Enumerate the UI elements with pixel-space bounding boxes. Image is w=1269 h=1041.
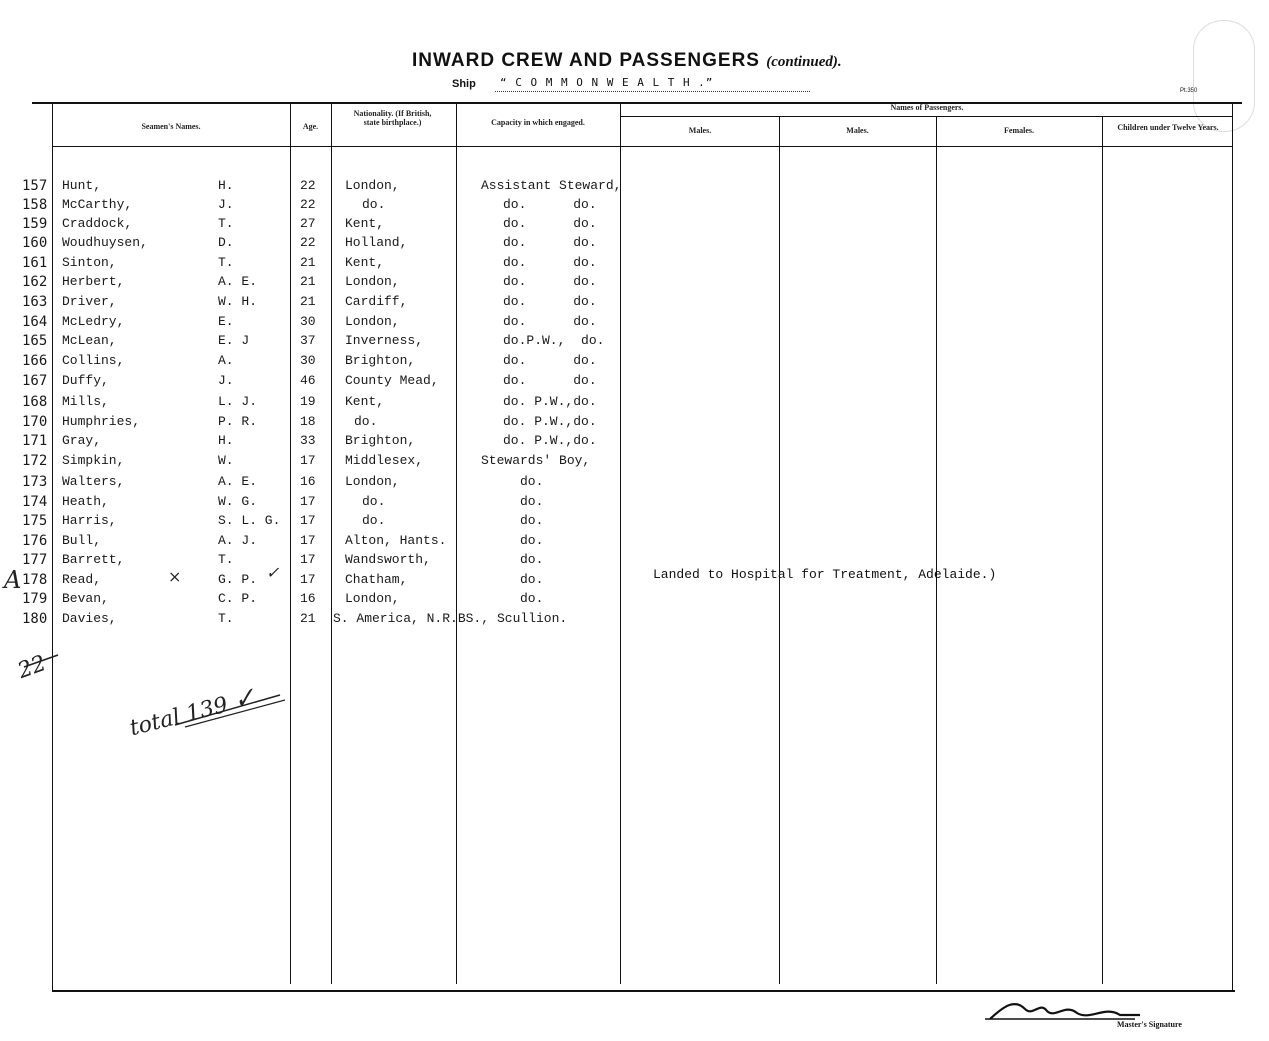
seaman-capacity: do. bbox=[520, 572, 544, 587]
seaman-age: 17 bbox=[300, 572, 316, 587]
table-row bbox=[0, 197, 1269, 217]
row-number: 166 bbox=[22, 353, 48, 369]
row-number: 179 bbox=[22, 591, 48, 607]
handwritten-stroke bbox=[22, 651, 62, 671]
seaman-capacity: Scullion. bbox=[497, 611, 568, 626]
seaman-age: 17 bbox=[300, 552, 316, 567]
seaman-capacity: do. bbox=[520, 591, 544, 606]
row-number: 168 bbox=[22, 394, 48, 410]
table-row bbox=[0, 178, 1269, 198]
handwritten-underline bbox=[170, 690, 290, 730]
seaman-initials: H. bbox=[218, 178, 234, 193]
table-row bbox=[0, 433, 1269, 453]
seaman-initials: T. bbox=[218, 552, 234, 567]
seaman-nationality: London, bbox=[345, 274, 400, 289]
seaman-initials: T. bbox=[218, 216, 234, 231]
seaman-initials: W. bbox=[218, 453, 234, 468]
seaman-age: 27 bbox=[300, 216, 316, 231]
seaman-initials: A. bbox=[218, 353, 234, 368]
table-row bbox=[0, 373, 1269, 393]
table-row bbox=[0, 294, 1269, 314]
seaman-nationality: do. bbox=[362, 494, 386, 509]
header-capacity: Capacity in which engaged. bbox=[491, 118, 585, 127]
table-row bbox=[0, 591, 1269, 611]
seaman-age: 22 bbox=[300, 178, 316, 193]
title-main: INWARD CREW AND PASSENGERS bbox=[412, 50, 760, 71]
table-row bbox=[0, 552, 1269, 572]
table-row bbox=[0, 235, 1269, 255]
handwritten-count: 22 bbox=[14, 650, 50, 685]
seaman-nationality: S. America, N.R.BS., bbox=[333, 611, 490, 626]
row-number: 161 bbox=[22, 255, 48, 271]
seaman-age: 16 bbox=[300, 474, 316, 489]
seaman-age: 22 bbox=[300, 235, 316, 250]
seaman-age: 19 bbox=[300, 394, 316, 409]
seaman-surname: Woudhuysen, bbox=[62, 235, 148, 250]
table-row bbox=[0, 494, 1269, 514]
row-number: 175 bbox=[22, 513, 48, 529]
seaman-initials: C. P. bbox=[218, 591, 258, 606]
seaman-age: 17 bbox=[300, 453, 316, 468]
seaman-surname: Bevan, bbox=[62, 591, 109, 606]
form-number: Pt.350 bbox=[1180, 88, 1198, 94]
seaman-initials: H. bbox=[218, 433, 234, 448]
handwritten-tick: ✓ bbox=[266, 563, 280, 582]
table-row bbox=[0, 533, 1269, 553]
seaman-capacity: do. do. bbox=[503, 235, 597, 250]
seaman-nationality: Kent, bbox=[345, 255, 385, 270]
seaman-initials: G. P. bbox=[218, 572, 258, 587]
table-row bbox=[0, 453, 1269, 473]
seaman-capacity: do. do. bbox=[503, 373, 597, 388]
header-passengers-group: Names of Passengers. bbox=[890, 103, 964, 112]
seaman-surname: Humphries, bbox=[62, 414, 141, 429]
seaman-nationality: do. bbox=[362, 197, 386, 212]
row-number: 176 bbox=[22, 533, 48, 549]
row-number: 170 bbox=[22, 414, 48, 430]
seaman-age: 17 bbox=[300, 494, 316, 509]
header-nationality: Nationality. (If British, state birthplace.) bbox=[353, 109, 432, 127]
hospital-note: Landed to Hospital for Treatment, Adelaide.) bbox=[653, 567, 997, 582]
seaman-initials: T. bbox=[218, 611, 234, 626]
row-number: 172 bbox=[22, 453, 48, 469]
seaman-capacity: do. bbox=[520, 494, 544, 509]
table-row bbox=[0, 314, 1269, 334]
seaman-capacity: do. do. bbox=[503, 353, 597, 368]
header-males-1: Males. bbox=[688, 126, 712, 135]
seaman-age: 21 bbox=[300, 294, 316, 309]
seaman-initials: L. J. bbox=[218, 394, 258, 409]
header-males-2: Males. bbox=[846, 126, 869, 135]
seaman-nationality: County Mead, bbox=[345, 373, 439, 388]
seaman-surname: McLean, bbox=[62, 333, 117, 348]
seaman-age: 18 bbox=[300, 414, 316, 429]
seaman-capacity: do. bbox=[520, 533, 544, 548]
table-row bbox=[0, 394, 1269, 414]
table-row bbox=[0, 611, 1269, 631]
seaman-nationality: London, bbox=[345, 178, 400, 193]
seaman-capacity: do. bbox=[520, 474, 544, 489]
row-number: 157 bbox=[22, 178, 48, 194]
table-row bbox=[0, 474, 1269, 494]
seaman-initials: W. G. bbox=[218, 494, 258, 509]
table-row bbox=[0, 513, 1269, 533]
seaman-surname: Read, bbox=[62, 572, 102, 587]
row-number: 178 bbox=[22, 572, 48, 588]
seaman-initials: J. bbox=[218, 373, 234, 388]
seaman-capacity: do. do. bbox=[503, 255, 597, 270]
header-bottom-rule bbox=[52, 146, 1233, 147]
seaman-surname: Collins, bbox=[62, 353, 125, 368]
seaman-surname: Bull, bbox=[62, 533, 102, 548]
table-bottom-rule bbox=[52, 990, 1235, 992]
seaman-nationality: Wandsworth, bbox=[345, 552, 431, 567]
seaman-nationality: Brighton, bbox=[345, 433, 416, 448]
seaman-nationality: Chatham, bbox=[345, 572, 408, 587]
seaman-initials: A. E. bbox=[218, 274, 258, 289]
seaman-age: 33 bbox=[300, 433, 316, 448]
seaman-initials: P. R. bbox=[218, 414, 258, 429]
seaman-surname: McLedry, bbox=[62, 314, 125, 329]
ship-underline bbox=[495, 91, 810, 92]
seaman-capacity: do. do. bbox=[503, 274, 597, 289]
seaman-capacity: do. do. bbox=[503, 216, 597, 231]
row-number: 180 bbox=[22, 611, 48, 627]
row-number: 177 bbox=[22, 552, 48, 568]
table-row bbox=[0, 255, 1269, 275]
seaman-initials: E. J bbox=[218, 333, 250, 348]
seaman-initials: A. J. bbox=[218, 533, 258, 548]
seaman-nationality: London, bbox=[345, 591, 400, 606]
seaman-age: 16 bbox=[300, 591, 316, 606]
seaman-initials: A. E. bbox=[218, 474, 258, 489]
seaman-nationality: London, bbox=[345, 314, 400, 329]
seaman-nationality: Cardiff, bbox=[345, 294, 408, 309]
seaman-initials: W. H. bbox=[218, 294, 258, 309]
seaman-age: 17 bbox=[300, 533, 316, 548]
seaman-nationality: Inverness, bbox=[345, 333, 424, 348]
seaman-nationality: Alton, Hants. bbox=[345, 533, 447, 548]
seaman-age: 46 bbox=[300, 373, 316, 388]
seaman-capacity: do. do. bbox=[503, 197, 597, 212]
table-row bbox=[0, 414, 1269, 434]
title-continued: (continued). bbox=[766, 54, 842, 70]
seaman-capacity: do. bbox=[520, 552, 544, 567]
seaman-surname: Mills, bbox=[62, 394, 109, 409]
seaman-age: 37 bbox=[300, 333, 316, 348]
seaman-initials: T. bbox=[218, 255, 234, 270]
handwritten-total-text: total 139 bbox=[127, 692, 231, 742]
row-number: 174 bbox=[22, 494, 48, 510]
seaman-capacity: do. bbox=[520, 513, 544, 528]
seaman-nationality: do. bbox=[354, 414, 378, 429]
seaman-surname: Simpkin, bbox=[62, 453, 125, 468]
table-row bbox=[0, 333, 1269, 353]
seaman-nationality: Kent, bbox=[345, 394, 385, 409]
page-title bbox=[412, 50, 842, 72]
seaman-initials: E. bbox=[218, 314, 234, 329]
row-number: 171 bbox=[22, 433, 48, 449]
header-females: Females. bbox=[1004, 126, 1034, 135]
seaman-surname: Hunt, bbox=[62, 178, 102, 193]
table-row bbox=[0, 216, 1269, 236]
seaman-age: 21 bbox=[300, 274, 316, 289]
seaman-surname: Gray, bbox=[62, 433, 102, 448]
seaman-initials: J. bbox=[218, 197, 234, 212]
seaman-age: 30 bbox=[300, 353, 316, 368]
seaman-surname: McCarthy, bbox=[62, 197, 133, 212]
seaman-surname: Davies, bbox=[62, 611, 117, 626]
seaman-capacity: do. do. bbox=[503, 294, 597, 309]
seaman-capacity: do. P.W.,do. bbox=[503, 433, 597, 448]
seaman-age: 21 bbox=[300, 255, 316, 270]
seaman-nationality: Holland, bbox=[345, 235, 408, 250]
table-row bbox=[0, 274, 1269, 294]
seaman-age: 17 bbox=[300, 513, 316, 528]
row-number: 167 bbox=[22, 373, 48, 389]
table-row bbox=[0, 353, 1269, 373]
row-number: 163 bbox=[22, 294, 48, 310]
seaman-surname: Duffy, bbox=[62, 373, 109, 388]
seaman-surname: Harris, bbox=[62, 513, 117, 528]
header-children: Children under Twelve Years. bbox=[1117, 123, 1219, 132]
row-number: 162 bbox=[22, 274, 48, 290]
seaman-nationality: Middlesex, bbox=[345, 453, 424, 468]
passenger-subheader-rule bbox=[621, 116, 1233, 117]
seaman-age: 30 bbox=[300, 314, 316, 329]
seaman-capacity: do. P.W.,do. bbox=[503, 414, 597, 429]
seaman-surname: Sinton, bbox=[62, 255, 117, 270]
signature-label: Master's Signature bbox=[1117, 1020, 1182, 1029]
seaman-age: 22 bbox=[300, 197, 316, 212]
seaman-initials: D. bbox=[218, 235, 234, 250]
row-number: 173 bbox=[22, 474, 48, 490]
seaman-initials: S. L. G. bbox=[218, 513, 281, 528]
row-number: 165 bbox=[22, 333, 48, 349]
row-number: 164 bbox=[22, 314, 48, 330]
header-age: Age. bbox=[302, 122, 319, 131]
seaman-surname: Barrett, bbox=[62, 552, 125, 567]
seaman-surname: Driver, bbox=[62, 294, 117, 309]
ship-label: Ship bbox=[452, 78, 476, 90]
seaman-capacity: Assistant Steward, bbox=[481, 178, 622, 193]
seaman-nationality: do. bbox=[362, 513, 386, 528]
row-number: 160 bbox=[22, 235, 48, 251]
seaman-capacity: do.P.W., do. bbox=[503, 333, 605, 348]
handwritten-cross: × bbox=[168, 567, 182, 586]
table-row bbox=[0, 572, 1269, 592]
seaman-nationality: Kent, bbox=[345, 216, 385, 231]
seaman-capacity: Stewards' Boy, bbox=[481, 453, 591, 468]
handwritten-mark-a: A bbox=[4, 566, 22, 594]
seaman-nationality: London, bbox=[345, 474, 400, 489]
header-seamen-names: Seamen's Names. bbox=[141, 122, 201, 131]
ship-name: “ C O M M O N W E A L T H .” bbox=[500, 76, 714, 89]
handwritten-total-tick: ✓ bbox=[230, 681, 259, 717]
seaman-age: 21 bbox=[300, 611, 316, 626]
seaman-surname: Craddock, bbox=[62, 216, 133, 231]
row-number: 158 bbox=[22, 197, 48, 213]
seaman-surname: Heath, bbox=[62, 494, 109, 509]
seaman-capacity: do. P.W.,do. bbox=[503, 394, 597, 409]
seaman-surname: Walters, bbox=[62, 474, 125, 489]
row-number: 159 bbox=[22, 216, 48, 232]
seaman-nationality: Brighton, bbox=[345, 353, 416, 368]
seaman-capacity: do. do. bbox=[503, 314, 597, 329]
seaman-surname: Herbert, bbox=[62, 274, 125, 289]
